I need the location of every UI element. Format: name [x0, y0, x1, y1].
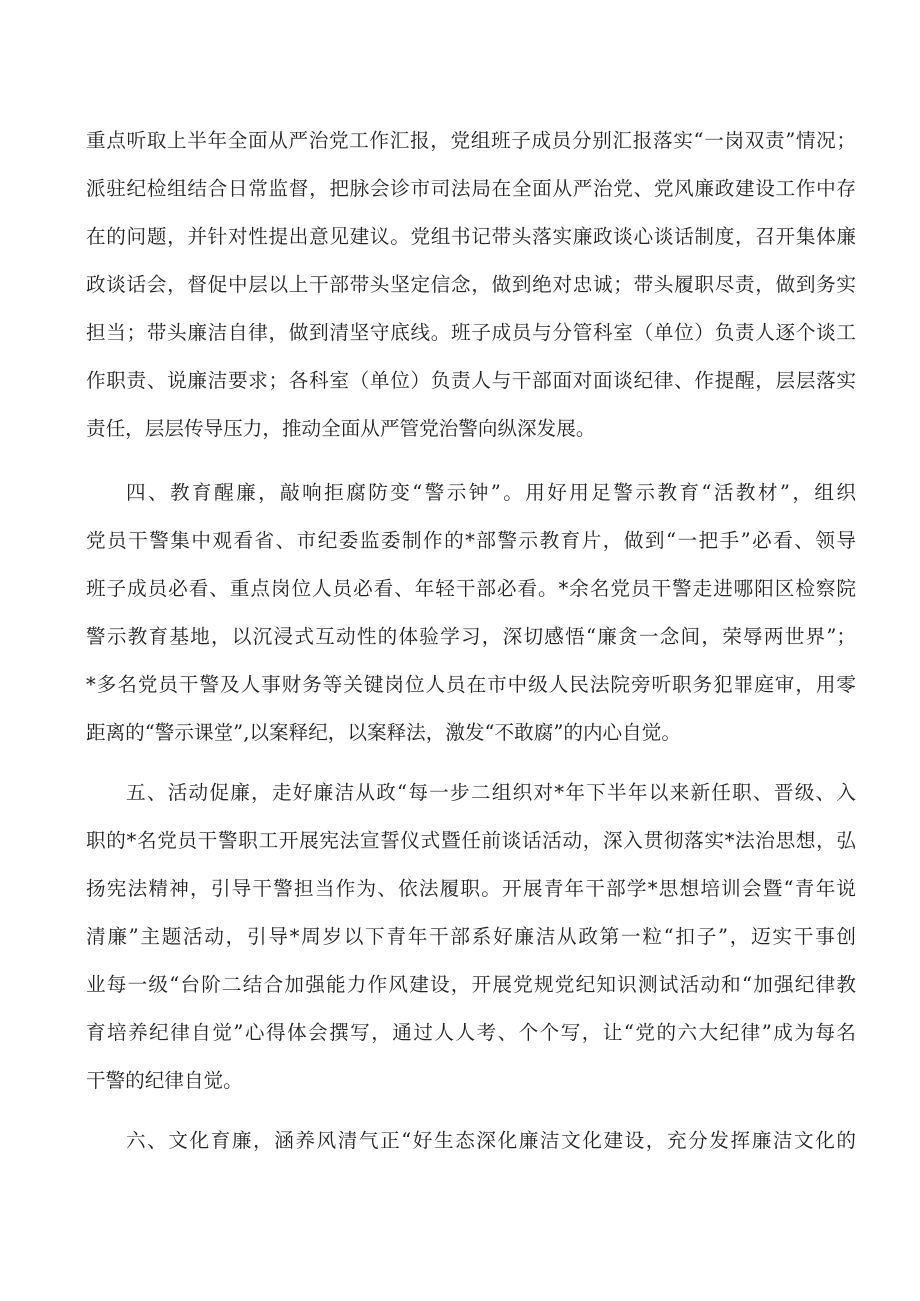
text-line: 作职责、说廉洁要求；各科室（单位）负责人与干部面对面谈纪律、作提醒，层层落实 [86, 369, 856, 392]
text-line: 清廉”主题活动，引导*周岁以下青年干部系好廉洁从政第一粒“扣子”，迈实干事创 [86, 925, 856, 948]
text-line: 派驻纪检组结合日常监督，把脉会诊市司法局在全面从严治党、党风廉政建设工作中存 [86, 177, 856, 200]
text-line: *多名党员干警及人事财务等关键岗位人员在市中级人民法院旁听职务犯罪庭审，用零 [86, 673, 856, 696]
text-line: 扬宪法精神，引导干警担当作为、依法履职。开展青年干部学*思想培训会暨“青年说 [86, 877, 856, 900]
text-line: 党员干警集中观看省、市纪委监委制作的*部警示教育片，做到“一把手”必看、领导 [86, 529, 856, 552]
text-line: 责任，层层传导压力，推动全面从严管党治警向纵深发展。 [86, 417, 596, 440]
text-line: 在的问题，并针对性提出意见建议。党组书记带头落实廉政谈心谈话制度，召开集体廉 [86, 225, 856, 248]
text-line: 担当；带头廉洁自律，做到清坚守底线。班子成员与分管科室（单位）负责人逐个谈工 [86, 321, 856, 344]
text-line: 育培养纪律自觉”心得体会撰写，通过人人考、个个写，让“党的六大纪律”成为每名 [86, 1021, 856, 1044]
text-line: 距离的“警示课堂”,以案释纪，以案释法，激发“不敢腐”的内心自觉。 [86, 721, 681, 744]
text-line: 业每一级“台阶二结合加强能力作风建设，开展党规党纪知识测试活动和“加强纪律教 [86, 973, 856, 996]
text-line: 四、教育醒廉，敲响拒腐防变“警示钟”。用好用足警示教育“活教材”，组织 [126, 481, 856, 504]
text-line: 重点听取上半年全面从严治党工作汇报，党组班子成员分别汇报落实“一岗双责”情况； [86, 129, 856, 152]
text-line: 五、活动促廉，走好廉洁从政“每一步二组织对*年下半年以来新任职、晋级、入 [126, 781, 856, 804]
text-line: 六、文化育廉，涵养风清气正“好生态深化廉洁文化建设，充分发挥廉洁文化的 [126, 1129, 856, 1152]
text-line: 职的*名党员干警职工开展宪法宣誓仪式暨任前谈话活动，深入贯彻落实*法治思想，弘 [86, 829, 856, 852]
text-line: 政谈话会，督促中层以上干部带头坚定信念，做到绝对忠诚；带头履职尽责，做到务实 [86, 273, 856, 296]
text-line: 干警的纪律自觉。 [86, 1069, 243, 1092]
text-line: 警示教育基地，以沉浸式互动性的体验学习，深切感悟“廉贪一念间，荣辱两世界”； [86, 625, 856, 648]
text-line: 班子成员必看、重点岗位人员必看、年轻干部必看。*余名党员干警走进哪阳区检察院 [86, 577, 856, 600]
